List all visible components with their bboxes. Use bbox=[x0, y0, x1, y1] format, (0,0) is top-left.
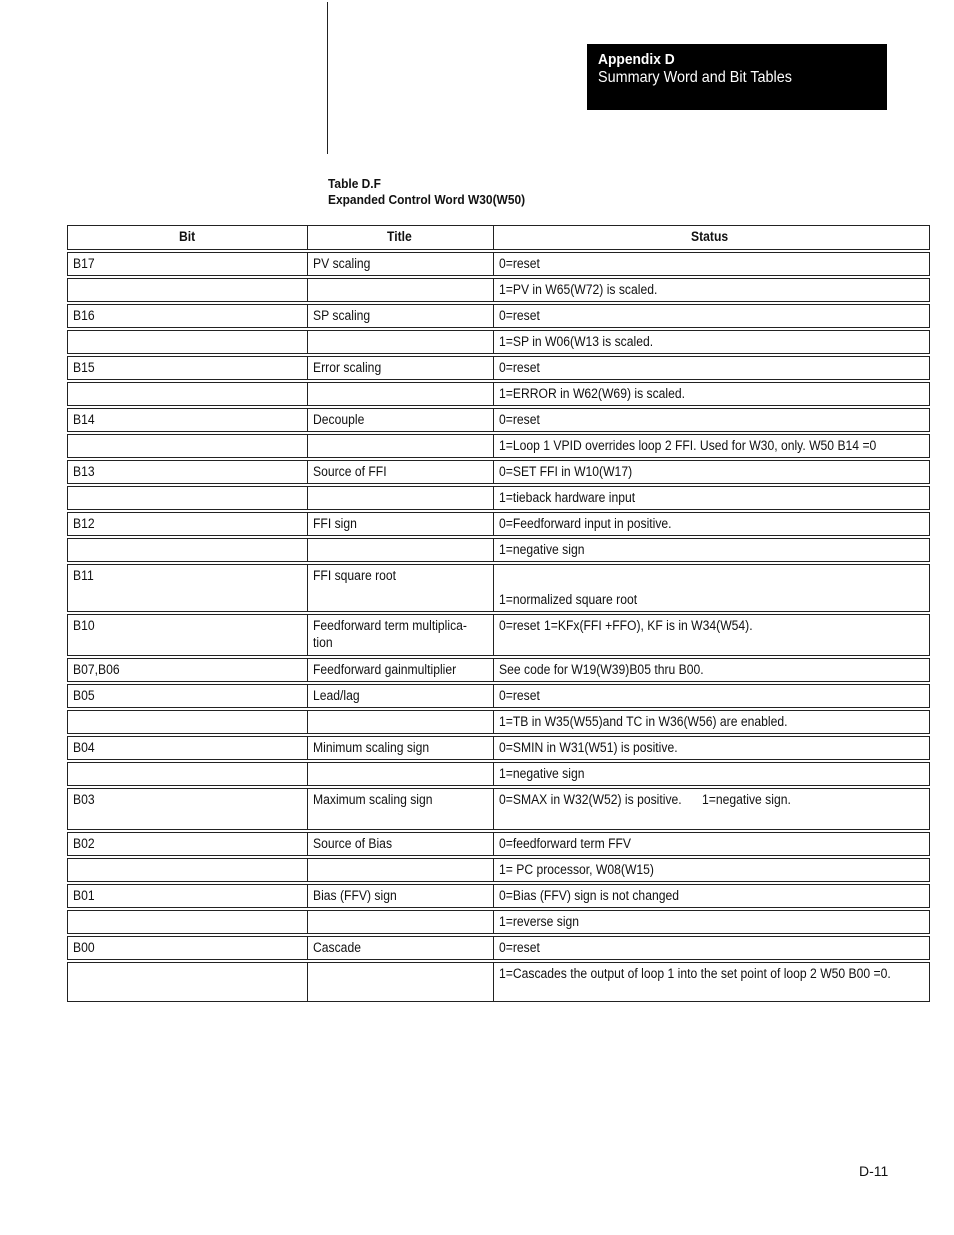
appendix-subtitle: Summary Word and Bit Tables bbox=[598, 69, 792, 86]
status-cell-text: 1=Loop 1 VPID overrides loop 2 FFI. Used for W30, only. W50 B14 =0 bbox=[499, 438, 877, 453]
bit-cell bbox=[67, 710, 307, 734]
title-cell bbox=[307, 434, 493, 458]
bit-cell-text: B03 bbox=[73, 792, 95, 807]
status-cell bbox=[493, 614, 930, 656]
table-row bbox=[67, 658, 930, 682]
title-cell bbox=[307, 356, 493, 380]
status-cell-text: 1=negative sign bbox=[499, 542, 585, 557]
table-row bbox=[67, 684, 930, 708]
bit-cell bbox=[67, 356, 307, 380]
status-cell bbox=[493, 910, 930, 934]
table-id: Table D.F bbox=[328, 176, 381, 191]
bit-cell bbox=[67, 658, 307, 682]
title-cell-text: Decouple bbox=[313, 412, 365, 427]
bit-cell bbox=[67, 278, 307, 302]
bit-cell bbox=[67, 736, 307, 760]
status-cell bbox=[493, 278, 930, 302]
title-cell bbox=[307, 762, 493, 786]
bit-cell bbox=[67, 486, 307, 510]
bit-cell-text: B14 bbox=[73, 412, 95, 427]
bit-cell bbox=[67, 330, 307, 354]
status-cell bbox=[493, 710, 930, 734]
table-row bbox=[67, 460, 930, 484]
title-cell bbox=[307, 962, 493, 1002]
status-cell-text: 0=reset bbox=[499, 940, 540, 955]
table-row bbox=[67, 910, 930, 934]
title-cell bbox=[307, 382, 493, 406]
title-cell-text: Lead/lag bbox=[313, 688, 360, 703]
bit-cell bbox=[67, 512, 307, 536]
title-cell bbox=[307, 736, 493, 760]
bit-cell bbox=[67, 614, 307, 656]
page-number: D-11 bbox=[859, 1163, 889, 1179]
bit-cell bbox=[67, 884, 307, 908]
status-cell bbox=[493, 304, 930, 328]
appendix-header bbox=[587, 44, 887, 110]
status-cell-text: 1=normalized square root bbox=[499, 592, 638, 607]
title-cell bbox=[307, 614, 493, 656]
status-cell-line: 1=negative sign. bbox=[701, 792, 791, 807]
bit-cell-text: B13 bbox=[73, 464, 95, 479]
bit-cell bbox=[67, 832, 307, 856]
status-cell-text: See code for W19(W39)B05 thru B00. bbox=[499, 662, 704, 677]
bit-cell-text: B05 bbox=[73, 688, 95, 703]
status-cell bbox=[493, 884, 930, 908]
margin-rule bbox=[327, 2, 328, 154]
bit-cell bbox=[67, 460, 307, 484]
title-cell bbox=[307, 858, 493, 882]
table-row bbox=[67, 486, 930, 510]
bit-cell bbox=[67, 408, 307, 432]
title-cell bbox=[307, 832, 493, 856]
table-row bbox=[67, 356, 930, 380]
status-cell-text: 0=feedforward term FFV bbox=[499, 836, 632, 851]
bit-cell bbox=[67, 382, 307, 406]
status-cell bbox=[493, 858, 930, 882]
table-row bbox=[67, 858, 930, 882]
bit-cell-text: B15 bbox=[73, 360, 95, 375]
title-cell bbox=[307, 278, 493, 302]
column-header-title: Title bbox=[307, 225, 493, 250]
bit-cell bbox=[67, 788, 307, 830]
title-cell bbox=[307, 304, 493, 328]
status-cell-text: 1=TB in W35(W55)and TC in W36(W56) are enabled. bbox=[499, 714, 788, 729]
status-cell bbox=[493, 538, 930, 562]
bit-cell bbox=[67, 910, 307, 934]
title-cell-text: Minimum scaling sign bbox=[313, 740, 430, 755]
title-cell bbox=[307, 512, 493, 536]
bit-cell bbox=[67, 564, 307, 612]
bit-cell-text: B00 bbox=[73, 940, 95, 955]
status-cell bbox=[493, 330, 930, 354]
column-header-bit: Bit bbox=[67, 225, 307, 250]
table-row bbox=[67, 762, 930, 786]
title-cell bbox=[307, 564, 493, 612]
bit-cell-text: B02 bbox=[73, 836, 95, 851]
table-title: Expanded Control Word W30(W50) bbox=[328, 192, 526, 207]
status-cell-text: 0=reset bbox=[499, 256, 540, 271]
bit-cell bbox=[67, 858, 307, 882]
bit-cell-text: B10 bbox=[73, 618, 95, 633]
title-cell-text: FFI sign bbox=[313, 516, 357, 531]
title-cell bbox=[307, 252, 493, 276]
table-body bbox=[67, 252, 930, 1002]
table-row bbox=[67, 512, 930, 536]
table-caption bbox=[328, 176, 542, 208]
status-cell bbox=[493, 252, 930, 276]
title-cell bbox=[307, 486, 493, 510]
bit-cell bbox=[67, 684, 307, 708]
title-cell bbox=[307, 684, 493, 708]
status-cell-text: 1=SP in W06(W13 is scaled. bbox=[499, 334, 654, 349]
title-cell bbox=[307, 538, 493, 562]
title-cell bbox=[307, 910, 493, 934]
status-cell-text: 1=tieback hardware input bbox=[499, 490, 636, 505]
status-cell bbox=[493, 382, 930, 406]
table-row bbox=[67, 736, 930, 760]
status-cell-text: 1=PV in W65(W72) is scaled. bbox=[499, 282, 658, 297]
bit-cell bbox=[67, 252, 307, 276]
status-cell bbox=[493, 512, 930, 536]
status-cell bbox=[493, 684, 930, 708]
status-cell-text: 0=reset bbox=[499, 308, 540, 323]
table-row bbox=[67, 252, 930, 276]
status-cell-text: 0=Bias (FFV) sign is not changed bbox=[499, 888, 679, 903]
status-cell bbox=[493, 460, 930, 484]
column-header-status: Status bbox=[493, 225, 930, 250]
table-row bbox=[67, 884, 930, 908]
table-row bbox=[67, 382, 930, 406]
status-cell-text: 1=negative sign bbox=[499, 766, 585, 781]
status-cell bbox=[493, 762, 930, 786]
status-cell bbox=[493, 962, 930, 1002]
status-cell bbox=[493, 356, 930, 380]
status-cell-line: 0=reset bbox=[499, 618, 540, 633]
table-header-row bbox=[67, 225, 930, 250]
title-cell-text: Bias (FFV) sign bbox=[313, 888, 397, 903]
title-cell-text: Source of Bias bbox=[313, 836, 393, 851]
status-cell-text: 0=reset bbox=[499, 360, 540, 375]
status-cell bbox=[493, 564, 930, 612]
status-cell-text: 1= PC processor, W08(W15) bbox=[499, 862, 654, 877]
title-cell-text: Cascade bbox=[313, 940, 361, 955]
title-cell-text: Maximum scaling sign bbox=[313, 792, 433, 807]
table-row bbox=[67, 408, 930, 432]
bit-cell-text: B11 bbox=[73, 568, 94, 583]
table-row bbox=[67, 564, 930, 612]
bit-cell-text: B07,B06 bbox=[73, 662, 120, 677]
status-cell bbox=[493, 408, 930, 432]
bit-cell bbox=[67, 434, 307, 458]
status-cell-line: 0=SMAX in W32(W52) is positive. bbox=[499, 792, 682, 807]
table-row bbox=[67, 710, 930, 734]
status-cell bbox=[493, 788, 930, 830]
table-row bbox=[67, 832, 930, 856]
title-cell bbox=[307, 884, 493, 908]
title-cell bbox=[307, 408, 493, 432]
bit-cell-text: B04 bbox=[73, 740, 95, 755]
status-cell-text: 1=Cascades the output of loop 1 into the set point of loop 2 W50 B00 =0. bbox=[499, 966, 891, 981]
title-cell bbox=[307, 936, 493, 960]
status-cell bbox=[493, 736, 930, 760]
status-cell-text: 0=SET FFI in W10(W17) bbox=[499, 464, 633, 479]
table-row bbox=[67, 962, 930, 1002]
title-cell-text: Feedforward term multiplica-tion bbox=[313, 618, 467, 650]
status-cell bbox=[493, 486, 930, 510]
status-cell-text: 1=ERROR in W62(W69) is scaled. bbox=[499, 386, 686, 401]
bit-table bbox=[67, 223, 930, 1004]
title-cell-text: SP scaling bbox=[313, 308, 371, 323]
table-row bbox=[67, 538, 930, 562]
status-cell-text: 1=reverse sign bbox=[499, 914, 580, 929]
title-cell bbox=[307, 330, 493, 354]
bit-cell-text: B01 bbox=[73, 888, 95, 903]
table-row bbox=[67, 304, 930, 328]
bit-cell bbox=[67, 962, 307, 1002]
appendix-label: Appendix D bbox=[598, 51, 675, 68]
bit-cell-text: B17 bbox=[73, 256, 95, 271]
bit-cell bbox=[67, 304, 307, 328]
status-cell bbox=[493, 658, 930, 682]
bit-cell bbox=[67, 538, 307, 562]
status-cell-text: 0=reset bbox=[499, 688, 540, 703]
bit-cell-text: B12 bbox=[73, 516, 95, 531]
status-cell bbox=[493, 936, 930, 960]
bit-cell bbox=[67, 936, 307, 960]
bit-cell-text: B16 bbox=[73, 308, 95, 323]
table-row bbox=[67, 936, 930, 960]
table-row bbox=[67, 788, 930, 830]
title-cell bbox=[307, 460, 493, 484]
title-cell-text: Feedforward gainmultiplier bbox=[313, 662, 457, 677]
title-cell-text: PV scaling bbox=[313, 256, 371, 271]
title-cell-text: FFI square root bbox=[313, 568, 397, 583]
title-cell bbox=[307, 658, 493, 682]
table-row bbox=[67, 330, 930, 354]
table-row bbox=[67, 278, 930, 302]
title-cell-text: Source of FFI bbox=[313, 464, 387, 479]
title-cell-text: Error scaling bbox=[313, 360, 382, 375]
status-cell-text: 0=SMIN in W31(W51) is positive. bbox=[499, 740, 678, 755]
status-cell-line: 1=KFx(FFI +FFO), KF is in W34(W54). bbox=[544, 618, 754, 633]
status-cell-text: 0=Feedforward input in positive. bbox=[499, 516, 672, 531]
bit-cell bbox=[67, 762, 307, 786]
status-cell-text: 0=reset bbox=[499, 412, 540, 427]
table-row bbox=[67, 614, 930, 656]
status-cell bbox=[493, 832, 930, 856]
title-cell bbox=[307, 710, 493, 734]
table-row bbox=[67, 434, 930, 458]
status-cell bbox=[493, 434, 930, 458]
title-cell bbox=[307, 788, 493, 830]
